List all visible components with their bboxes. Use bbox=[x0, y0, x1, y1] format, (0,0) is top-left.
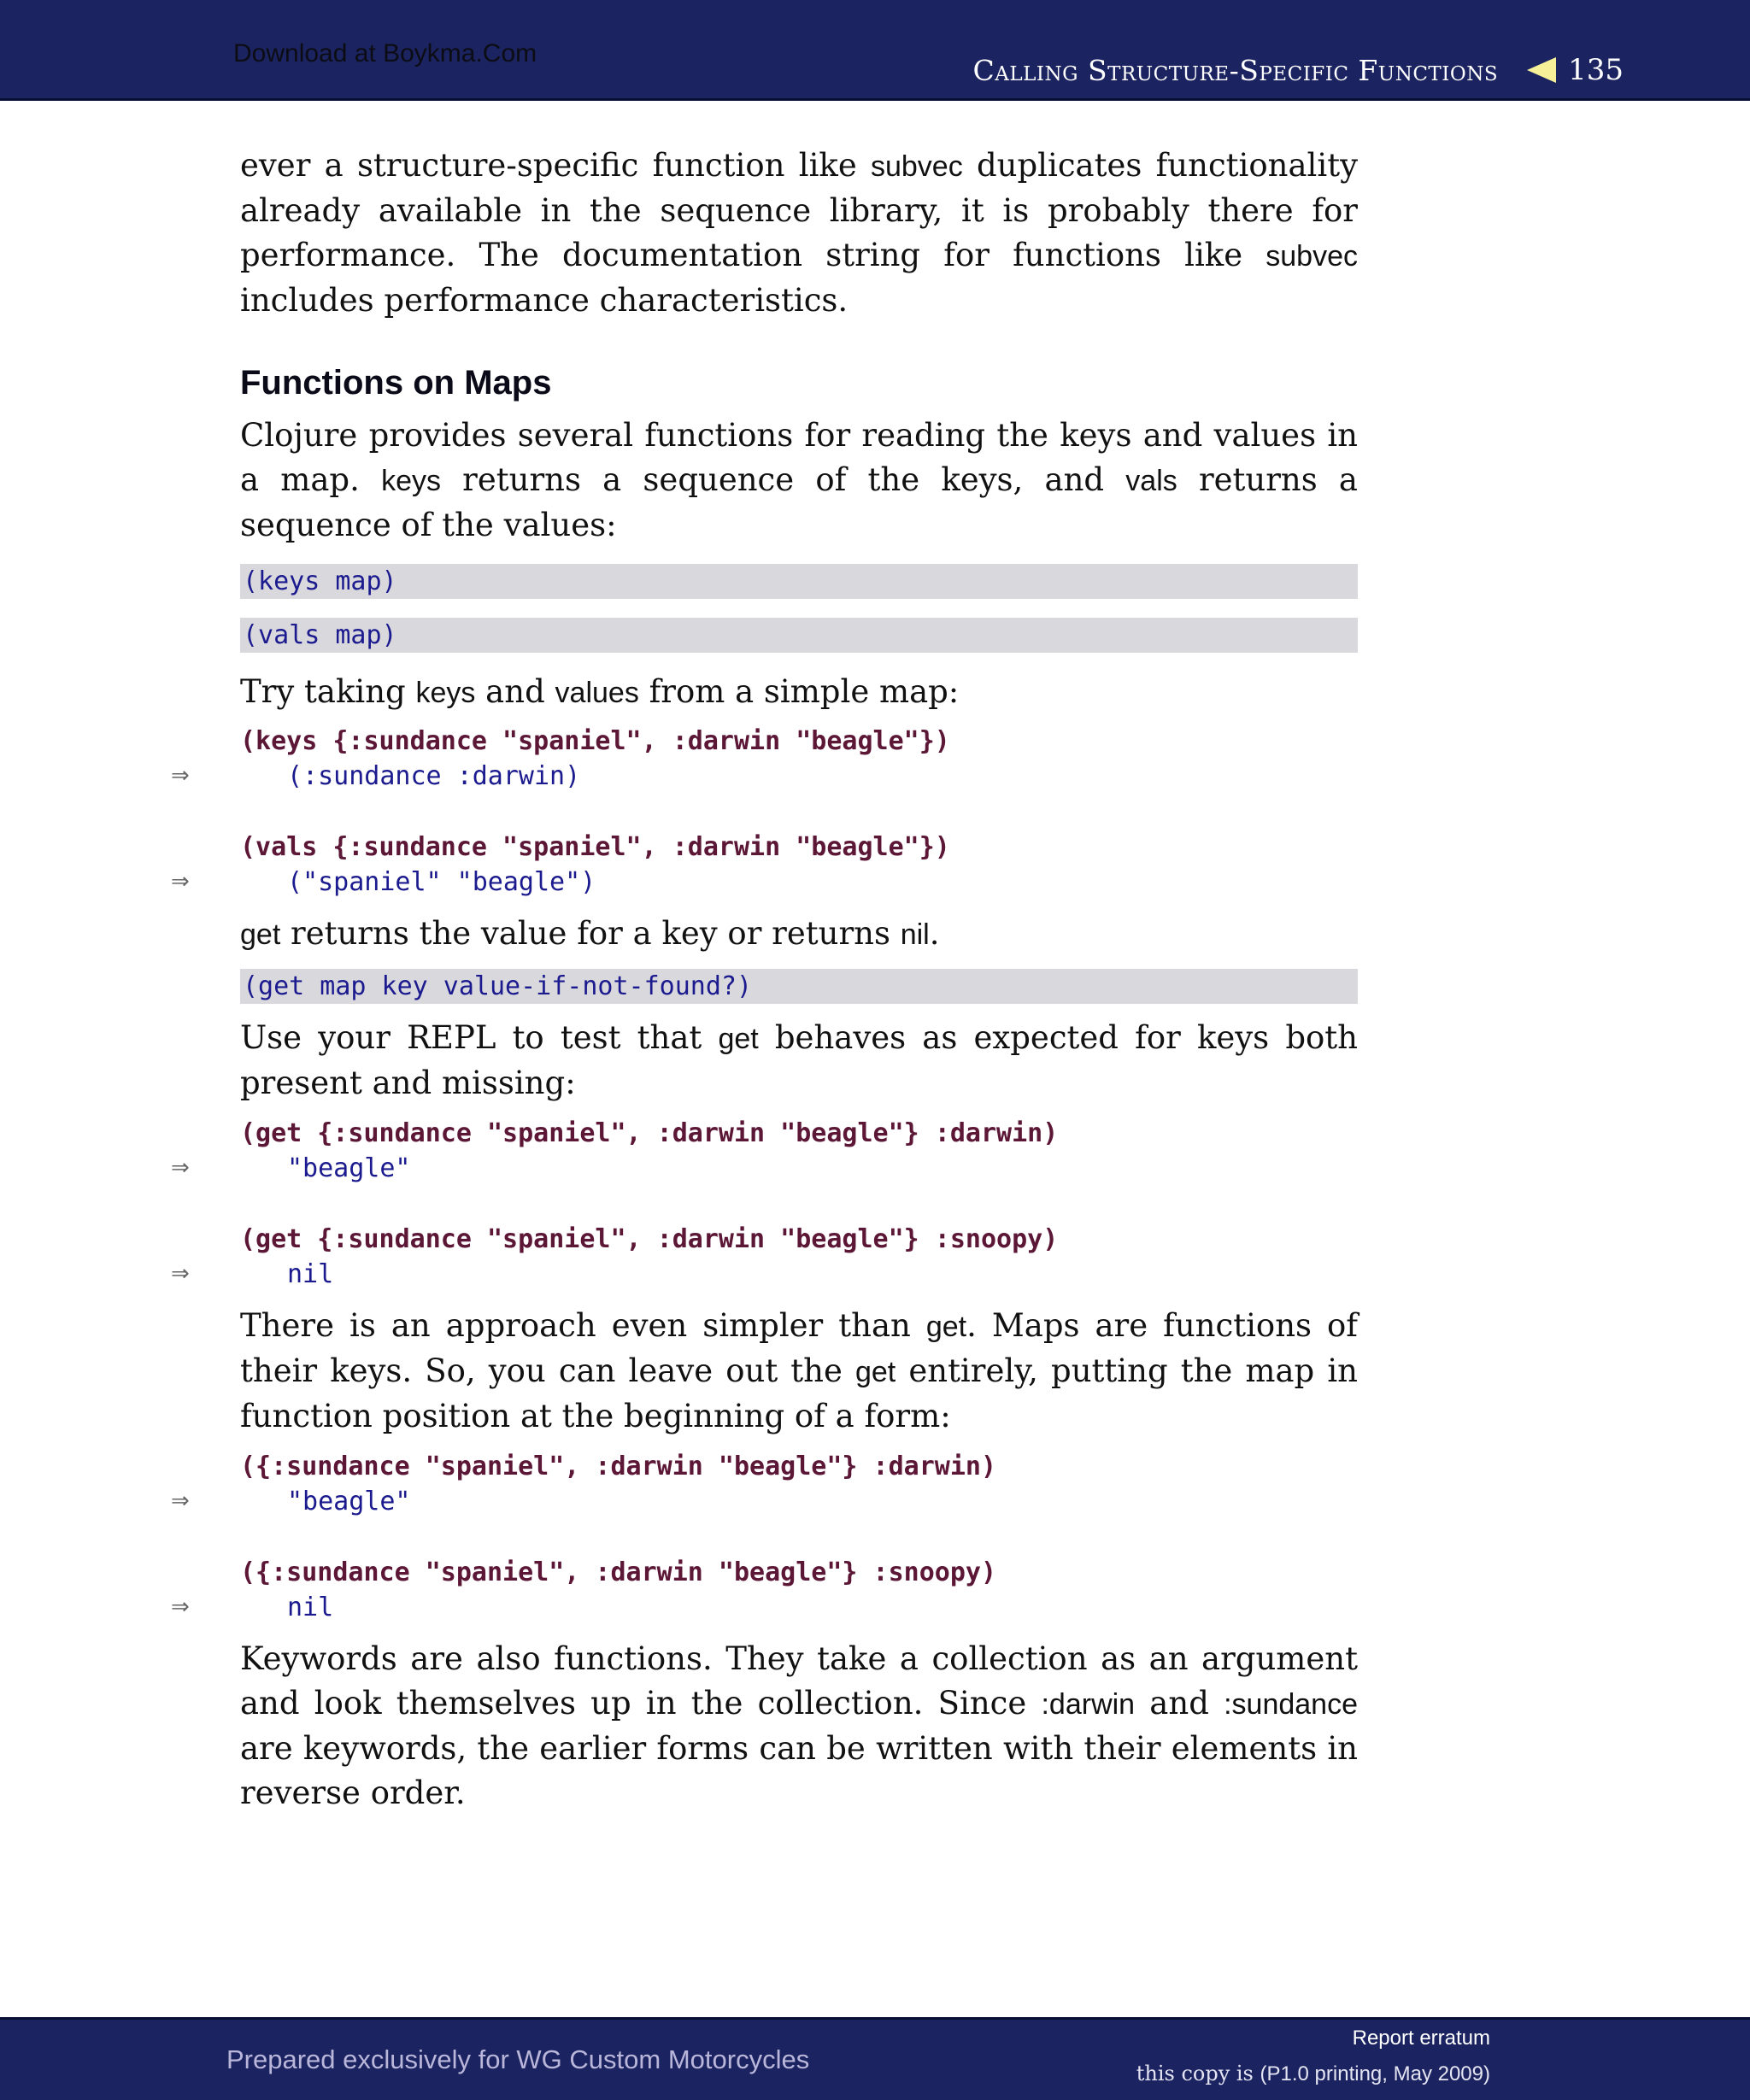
page-body bbox=[171, 144, 1358, 1816]
running-title: Calling Structure-Specific Functions bbox=[972, 53, 1499, 87]
code-input: ({:sundance "spaniel", :darwin "beagle"} :snoopy) bbox=[240, 1557, 997, 1587]
get-paragraph: get returns the value for a key or returns nil. bbox=[240, 915, 940, 952]
page-number: 135 bbox=[1568, 53, 1624, 87]
back-arrow-icon[interactable] bbox=[1527, 57, 1556, 83]
code-example bbox=[171, 1449, 1358, 1519]
repl-paragraph: Use your REPL to test that get behaves as expected for keys both present and missing: bbox=[240, 1019, 1358, 1101]
result-arrow-icon: ⇒ bbox=[171, 763, 190, 789]
code-output: ⇒ "beagle" bbox=[240, 1151, 1358, 1186]
code-example bbox=[171, 830, 1358, 900]
get-signature: (get map key value-if-not-found?) bbox=[240, 969, 1358, 1004]
result-arrow-icon: ⇒ bbox=[171, 1261, 190, 1287]
code-output: ⇒ (:sundance :darwin) bbox=[240, 759, 1358, 794]
section-heading: Functions on Maps bbox=[240, 364, 552, 402]
code-input: ({:sundance "spaniel", :darwin "beagle"} :darwin) bbox=[240, 1452, 997, 1481]
simpler-paragraph: There is an approach even simpler than get. Maps are functions of their keys. So, you can leave out the get entirely, putting the map in function position at the beginning of a form: bbox=[240, 1307, 1358, 1434]
keys-signature: (keys map) bbox=[240, 564, 1358, 599]
code-output: ⇒ nil bbox=[240, 1590, 1358, 1625]
code-output: ⇒ "beagle" bbox=[240, 1484, 1358, 1519]
vals-signature: (vals map) bbox=[240, 618, 1358, 653]
code-example bbox=[171, 1222, 1358, 1292]
code-example bbox=[171, 1116, 1358, 1186]
printing-info: this copy is (P1.0 printing, May 2009) bbox=[1136, 2062, 1490, 2085]
code-input: (get {:sundance "spaniel", :darwin "beagle"} :snoopy) bbox=[240, 1224, 1059, 1254]
prepared-for-text: Prepared exclusively for WG Custom Motorcycles bbox=[226, 2044, 810, 2074]
code-input: (vals {:sundance "spaniel", :darwin "beagle"}) bbox=[240, 832, 950, 862]
report-erratum-link[interactable]: Report erratum bbox=[1352, 2027, 1490, 2050]
result-arrow-icon: ⇒ bbox=[171, 1155, 190, 1181]
result-arrow-icon: ⇒ bbox=[171, 869, 190, 895]
running-header bbox=[973, 53, 1624, 87]
code-example bbox=[171, 1555, 1358, 1625]
keywords-paragraph: Keywords are also functions. They take a collection as an argument and look themselves up in the collection. Since :darwin and :sundance are keywords, the earlier forms can be written with their elements in reverse order. bbox=[240, 1640, 1358, 1811]
intro-paragraph: ever a structure-specific function like subvec duplicates functionality already available in the sequence library, it is probably there for performance. The documentation string for functions like subvec includes performance characteristics. bbox=[240, 147, 1358, 319]
result-arrow-icon: ⇒ bbox=[171, 1594, 190, 1620]
maps-paragraph: Clojure provides several functions for reading the keys and values in a map. keys returns a sequence of the keys, and vals returns a sequence of the values: bbox=[240, 417, 1358, 543]
code-example bbox=[171, 724, 1358, 794]
code-input: (get {:sundance "spaniel", :darwin "beagle"} :darwin) bbox=[240, 1118, 1059, 1148]
code-input: (keys {:sundance "spaniel", :darwin "beagle"}) bbox=[240, 726, 950, 756]
code-output: ⇒ nil bbox=[240, 1257, 1358, 1292]
download-watermark: Download at Boykma.Com bbox=[233, 39, 537, 67]
code-output: ⇒ ("spaniel" "beagle") bbox=[240, 865, 1358, 900]
try-paragraph: Try taking keys and values from a simple map: bbox=[240, 673, 960, 710]
result-arrow-icon: ⇒ bbox=[171, 1488, 190, 1514]
